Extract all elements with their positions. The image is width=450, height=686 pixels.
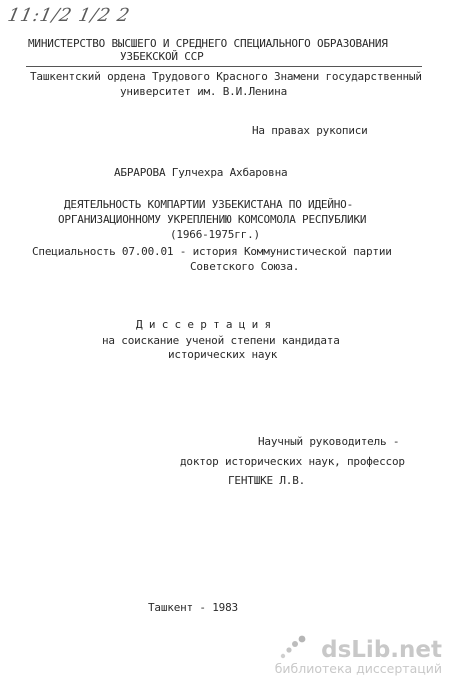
- work-type: Д и с с е р т а ц и я: [136, 318, 271, 331]
- ministry-line-1: МИНИСТЕРСТВО ВЫСШЕГО И СРЕДНЕГО СПЕЦИАЛЬНОГО ОБРАЗОВАНИЯ: [28, 37, 388, 50]
- author-name: АБРАРОВА Гулчехра Ахбаровна: [114, 166, 288, 179]
- dots-logo-icon: [279, 634, 307, 660]
- thesis-title-line-1: ДЕЯТЕЛЬНОСТЬ КОМПАРТИИ УЗБЕКИСТАНА ПО ИДЕЙНО-: [64, 198, 354, 211]
- supervisor-label: Научный руководитель -: [258, 435, 400, 448]
- watermark-name: dsLib.net: [321, 637, 442, 663]
- degree-line-2: исторических наук: [168, 348, 278, 361]
- header-divider: [26, 66, 422, 67]
- handwritten-note: 11:1/2 1/2 2: [5, 5, 133, 26]
- specialty-line-1: Специальность 07.00.01 - история Коммунистической партии: [32, 245, 392, 258]
- rights-notice: На правах рукописи: [252, 124, 368, 137]
- university-line-1: Ташкентский ордена Трудового Красного Знамени государственный: [30, 70, 422, 83]
- place-and-year: Ташкент - 1983: [148, 601, 238, 614]
- supervisor-name: ГЕНТШКЕ Л.В.: [228, 474, 306, 487]
- supervisor-title: доктор исторических наук, профессор: [180, 455, 405, 468]
- specialty-line-2: Советского Союза.: [190, 260, 300, 273]
- dslib-watermark: [275, 638, 442, 676]
- watermark-subtitle: библиотека диссертаций: [274, 661, 442, 676]
- thesis-title-line-2: ОРГАНИЗАЦИОННОМУ УКРЕПЛЕНИЮ КОМСОМОЛА РЕСПУБЛИКИ: [58, 213, 367, 226]
- ministry-line-2: УЗБЕКСКОЙ ССР: [120, 50, 204, 63]
- university-line-2: университет им. В.И.Ленина: [120, 85, 287, 98]
- thesis-title-years: (1966-1975гг.): [170, 228, 260, 241]
- degree-line-1: на соискание ученой степени кандидата: [102, 334, 340, 347]
